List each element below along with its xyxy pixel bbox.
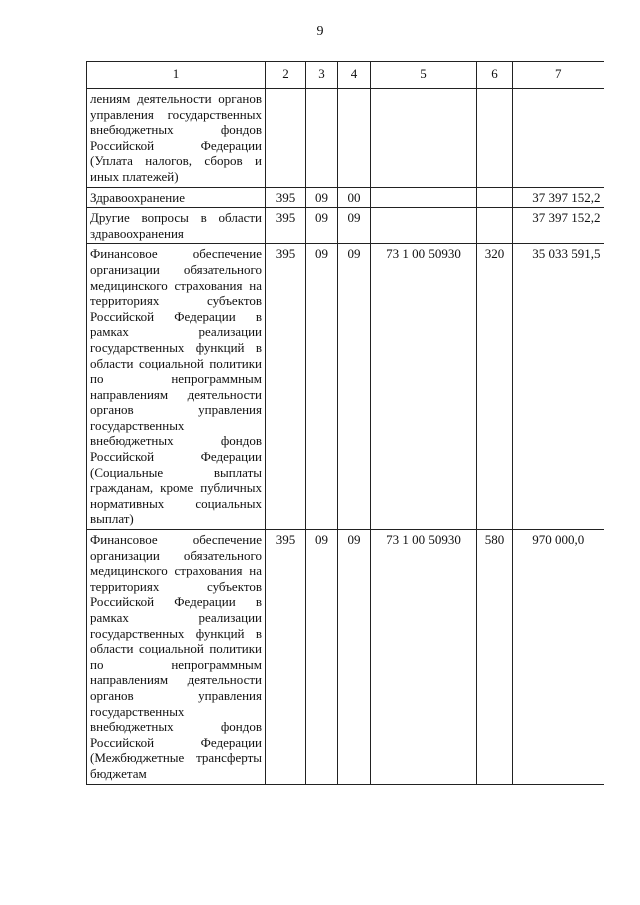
- table-row: [87, 187, 604, 208]
- row-csr: 73 1 00 50930: [371, 244, 477, 530]
- row-name: Другие вопросы в области здравоохранения: [87, 208, 266, 244]
- row-csr: [371, 208, 477, 244]
- header-col-3: 3: [306, 62, 338, 89]
- table-row: [87, 208, 604, 244]
- row-name: Здравоохранение: [87, 187, 266, 208]
- table-row: [87, 89, 604, 188]
- row-pr: 09: [338, 208, 371, 244]
- row-rz: 09: [306, 187, 338, 208]
- table-row: [87, 244, 604, 530]
- header-col-5: 5: [371, 62, 477, 89]
- table-row: [87, 530, 604, 785]
- row-sum: 37 397 152,2: [513, 208, 604, 244]
- row-pr: [338, 89, 371, 188]
- header-col-6: 6: [477, 62, 513, 89]
- row-rz: 09: [306, 244, 338, 530]
- row-pr: 00: [338, 187, 371, 208]
- row-glava: [266, 89, 306, 188]
- header-col-1: 1: [87, 62, 266, 89]
- row-rz: 09: [306, 208, 338, 244]
- row-name: Финансовое обеспечение организации обязательного медицинского страхования на территориях субъектов Российской Федерации в рамках реализации государственных функций в области социальной политики по непрограммным направлениям деятельности органов управления государственных внебюджетных фондов Российской Федерации (Межбюджетные трансферты бюджетам: [87, 530, 266, 785]
- row-glava: 395: [266, 244, 306, 530]
- page-number: 9: [316, 24, 324, 39]
- row-pr: 09: [338, 244, 371, 530]
- row-sum: 37 397 152,2: [513, 187, 604, 208]
- row-vr: [477, 187, 513, 208]
- row-csr: [371, 187, 477, 208]
- row-csr: [371, 89, 477, 188]
- row-pr: 09: [338, 530, 371, 785]
- row-glava: 395: [266, 530, 306, 785]
- row-glava: 395: [266, 208, 306, 244]
- row-name: лениям деятельности органов управления государственных внебюджетных фондов Российской Федерации (Уплата налогов, сборов и иных платежей): [87, 89, 266, 188]
- row-vr: 580: [477, 530, 513, 785]
- row-rz: [306, 89, 338, 188]
- row-vr: 320: [477, 244, 513, 530]
- header-col-4: 4: [338, 62, 371, 89]
- row-sum: 35 033 591,5: [513, 244, 604, 530]
- row-sum: [513, 89, 604, 188]
- row-vr: [477, 89, 513, 188]
- row-sum: 970 000,0: [513, 530, 604, 785]
- header-col-2: 2: [266, 62, 306, 89]
- budget-table: [86, 61, 604, 785]
- row-vr: [477, 208, 513, 244]
- row-rz: 09: [306, 530, 338, 785]
- row-glava: 395: [266, 187, 306, 208]
- row-csr: 73 1 00 50930: [371, 530, 477, 785]
- header-col-7: 7: [513, 62, 604, 89]
- header-row: [87, 62, 604, 89]
- row-name: Финансовое обеспечение организации обязательного медицинского страхования на территориях субъектов Российской Федерации в рамках реализации государственных функций в области социальной политики по непрограммным направлениям деятельности органов управления государственных внебюджетных фондов Российской Федерации (Социальные выплаты гражданам, кроме публичных нормативных социальных выплат): [87, 244, 266, 530]
